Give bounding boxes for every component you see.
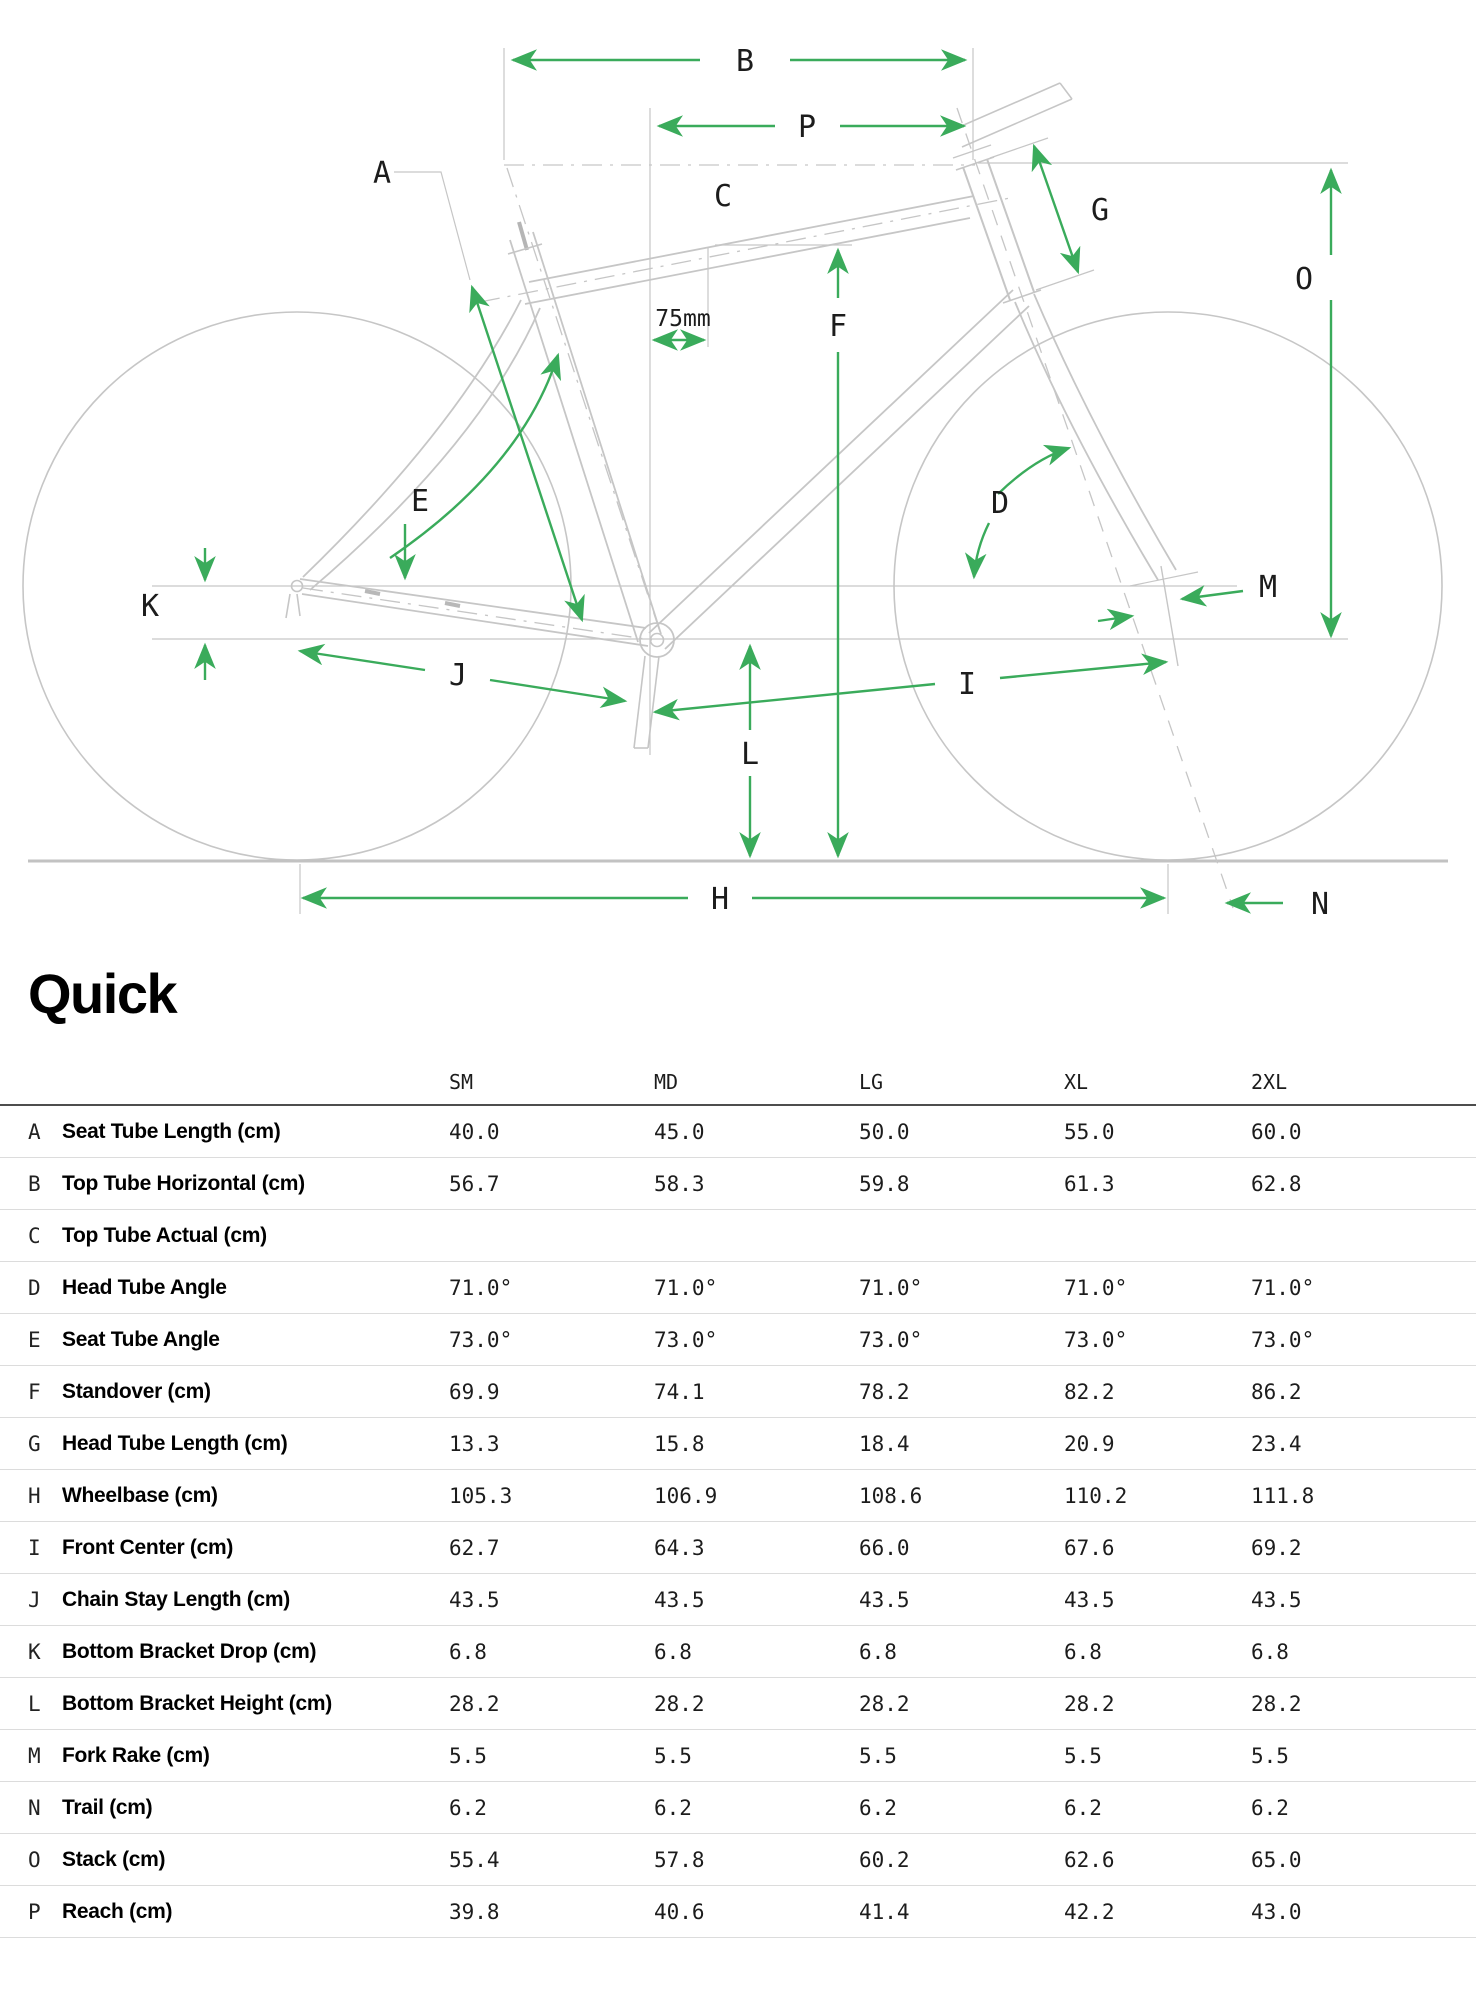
column-header-xl: XL <box>1064 1070 1089 1094</box>
row-value-md: 57.8 <box>654 1847 705 1872</box>
row-name: Seat Tube Length (cm) <box>62 1119 281 1143</box>
row-value-2xl: 86.2 <box>1251 1379 1302 1404</box>
row-value-md: 6.2 <box>654 1795 692 1820</box>
seat-post <box>519 222 527 250</box>
row-value-lg: 18.4 <box>859 1431 910 1456</box>
row-value-sm: 13.3 <box>449 1431 500 1456</box>
front-axle-line <box>1161 566 1178 666</box>
dim-label-P: P <box>797 110 817 145</box>
row-value-lg: 73.0° <box>859 1327 923 1352</box>
bottom-bracket <box>640 623 674 657</box>
dim-label-A: A <box>372 156 392 191</box>
row-name: Bottom Bracket Height (cm) <box>62 1691 332 1715</box>
table-row <box>0 1574 1476 1626</box>
table-row <box>0 1366 1476 1418</box>
row-name: Standover (cm) <box>62 1379 211 1403</box>
row-name: Chain Stay Length (cm) <box>62 1587 290 1611</box>
row-value-md: 106.9 <box>654 1483 718 1508</box>
row-value-xl: 6.2 <box>1064 1795 1102 1820</box>
row-value-lg: 6.8 <box>859 1639 897 1664</box>
row-value-2xl: 43.0 <box>1251 1899 1302 1924</box>
row-value-xl: 62.6 <box>1064 1847 1115 1872</box>
row-letter: A <box>28 1119 41 1144</box>
row-value-sm: 62.7 <box>449 1535 500 1560</box>
row-name: Head Tube Angle <box>62 1275 227 1299</box>
row-value-lg: 59.8 <box>859 1171 910 1196</box>
row-value-2xl: 73.0° <box>1251 1327 1315 1352</box>
row-value-xl: 5.5 <box>1064 1743 1102 1768</box>
bike-geometry-diagram <box>0 0 1476 945</box>
row-letter: B <box>28 1171 41 1196</box>
row-value-lg: 108.6 <box>859 1483 923 1508</box>
row-value-sm: 6.8 <box>449 1639 487 1664</box>
row-value-sm: 28.2 <box>449 1691 500 1716</box>
row-value-lg: 50.0 <box>859 1119 910 1144</box>
chainstay-axis <box>303 588 652 640</box>
row-value-xl: 6.8 <box>1064 1639 1102 1664</box>
row-letter: E <box>28 1327 41 1352</box>
row-value-lg: 41.4 <box>859 1899 910 1924</box>
row-value-sm: 55.4 <box>449 1847 500 1872</box>
geometry-table <box>0 1060 1476 1938</box>
row-value-xl: 28.2 <box>1064 1691 1115 1716</box>
table-row <box>0 1782 1476 1834</box>
row-value-md: 6.8 <box>654 1639 692 1664</box>
row-value-lg: 28.2 <box>859 1691 910 1716</box>
row-value-md: 58.3 <box>654 1171 705 1196</box>
row-value-lg: 78.2 <box>859 1379 910 1404</box>
dim-label-L: L <box>740 737 760 772</box>
table-row <box>0 1730 1476 1782</box>
row-value-2xl: 6.8 <box>1251 1639 1289 1664</box>
row-value-sm: 39.8 <box>449 1899 500 1924</box>
row-name: Wheelbase (cm) <box>62 1483 218 1507</box>
stem <box>962 99 1072 147</box>
row-name: Trail (cm) <box>62 1795 153 1819</box>
row-name: Top Tube Horizontal (cm) <box>62 1171 305 1195</box>
row-value-md: 71.0° <box>654 1275 718 1300</box>
row-name: Top Tube Actual (cm) <box>62 1223 267 1247</box>
row-value-xl: 20.9 <box>1064 1431 1115 1456</box>
row-value-md: 73.0° <box>654 1327 718 1352</box>
row-value-xl: 110.2 <box>1064 1483 1128 1508</box>
table-row <box>0 1262 1476 1314</box>
row-value-lg: 43.5 <box>859 1587 910 1612</box>
dim-label-G: G <box>1090 193 1110 228</box>
row-value-md: 43.5 <box>654 1587 705 1612</box>
row-letter: O <box>28 1847 41 1872</box>
table-row <box>0 1678 1476 1730</box>
toptube-axis <box>480 198 1010 302</box>
row-value-xl: 73.0° <box>1064 1327 1128 1352</box>
row-value-lg: 60.2 <box>859 1847 910 1872</box>
row-value-sm: 73.0° <box>449 1327 513 1352</box>
row-value-xl: 55.0 <box>1064 1119 1115 1144</box>
row-name: Fork Rake (cm) <box>62 1743 210 1767</box>
row-value-xl: 71.0° <box>1064 1275 1128 1300</box>
row-value-sm: 40.0 <box>449 1119 500 1144</box>
row-value-md: 15.8 <box>654 1431 705 1456</box>
dim-label-B: B <box>735 44 755 79</box>
dim-label-I: I <box>957 667 977 702</box>
row-letter: N <box>28 1795 41 1820</box>
table-row <box>0 1158 1476 1210</box>
table-row <box>0 1418 1476 1470</box>
row-value-sm: 71.0° <box>449 1275 513 1300</box>
row-letter: P <box>28 1899 41 1924</box>
table-row <box>0 1314 1476 1366</box>
row-value-md: 40.6 <box>654 1899 705 1924</box>
table-row <box>0 1470 1476 1522</box>
row-value-2xl: 28.2 <box>1251 1691 1302 1716</box>
dim-label-offset-75mm: 75mm <box>655 306 711 332</box>
table-row <box>0 1210 1476 1262</box>
row-letter: M <box>28 1743 41 1768</box>
row-name: Bottom Bracket Drop (cm) <box>62 1639 317 1663</box>
table-header-row <box>0 1060 1476 1106</box>
row-value-md: 5.5 <box>654 1743 692 1768</box>
row-value-2xl: 71.0° <box>1251 1275 1315 1300</box>
row-value-xl: 43.5 <box>1064 1587 1115 1612</box>
row-value-lg: 71.0° <box>859 1275 923 1300</box>
dimension-labels <box>141 44 1329 922</box>
dim-label-F: F <box>828 309 848 344</box>
row-letter: I <box>28 1535 41 1560</box>
row-value-2xl: 69.2 <box>1251 1535 1302 1560</box>
crank-arm <box>634 656 645 748</box>
row-value-2xl: 62.8 <box>1251 1171 1302 1196</box>
dim-label-H: H <box>710 882 730 917</box>
row-letter: D <box>28 1275 41 1300</box>
dim-label-N: N <box>1310 887 1330 922</box>
row-value-md: 74.1 <box>654 1379 705 1404</box>
fork <box>1015 302 1158 580</box>
table-row <box>0 1522 1476 1574</box>
row-value-2xl: 43.5 <box>1251 1587 1302 1612</box>
row-letter: F <box>28 1379 41 1404</box>
row-value-xl: 82.2 <box>1064 1379 1115 1404</box>
row-value-sm: 6.2 <box>449 1795 487 1820</box>
table-row <box>0 1106 1476 1158</box>
row-value-2xl: 65.0 <box>1251 1847 1302 1872</box>
row-value-2xl: 60.0 <box>1251 1119 1302 1144</box>
row-value-xl: 61.3 <box>1064 1171 1115 1196</box>
column-header-lg: LG <box>859 1070 884 1094</box>
dim-label-O: O <box>1294 262 1314 297</box>
row-value-2xl: 6.2 <box>1251 1795 1289 1820</box>
row-name: Seat Tube Angle <box>62 1327 220 1351</box>
row-letter: H <box>28 1483 41 1508</box>
row-value-sm: 5.5 <box>449 1743 487 1768</box>
row-value-2xl: 23.4 <box>1251 1431 1302 1456</box>
row-value-md: 45.0 <box>654 1119 705 1144</box>
dim-label-C: C <box>713 179 733 214</box>
row-value-lg: 6.2 <box>859 1795 897 1820</box>
row-value-xl: 42.2 <box>1064 1899 1115 1924</box>
row-value-xl: 67.6 <box>1064 1535 1115 1560</box>
row-name: Front Center (cm) <box>62 1535 234 1559</box>
seat-tube-axis <box>507 168 662 638</box>
a-leader-line <box>394 172 470 280</box>
dim-label-M: M <box>1258 570 1278 605</box>
row-value-md: 64.3 <box>654 1535 705 1560</box>
column-header-md: MD <box>654 1070 679 1094</box>
row-name: Head Tube Length (cm) <box>62 1431 288 1455</box>
geometry-svg <box>0 0 1476 945</box>
row-letter: G <box>28 1431 41 1456</box>
column-header-sm: SM <box>449 1070 474 1094</box>
row-value-2xl: 111.8 <box>1251 1483 1315 1508</box>
table-row <box>0 1886 1476 1938</box>
seat-stay <box>303 300 521 577</box>
row-value-md: 28.2 <box>654 1691 705 1716</box>
row-value-lg: 66.0 <box>859 1535 910 1560</box>
row-letter: K <box>28 1639 41 1664</box>
dim-label-J: J <box>448 658 468 693</box>
page-title: Quick <box>28 962 177 1025</box>
dim-label-K: K <box>140 589 160 624</box>
frame-artwork <box>23 48 1448 914</box>
row-value-sm: 56.7 <box>449 1171 500 1196</box>
row-name: Stack (cm) <box>62 1847 166 1871</box>
row-value-sm: 69.9 <box>449 1379 500 1404</box>
row-value-sm: 105.3 <box>449 1483 513 1508</box>
row-value-lg: 5.5 <box>859 1743 897 1768</box>
table-row <box>0 1626 1476 1678</box>
row-value-2xl: 5.5 <box>1251 1743 1289 1768</box>
row-letter: J <box>28 1587 41 1612</box>
row-letter: L <box>28 1691 41 1716</box>
row-name: Reach (cm) <box>62 1899 173 1923</box>
dim-label-E: E <box>410 484 430 519</box>
table-body <box>0 1106 1476 1938</box>
row-value-sm: 43.5 <box>449 1587 500 1612</box>
row-letter: C <box>28 1223 41 1248</box>
dim-label-D: D <box>990 486 1010 521</box>
column-header-2xl: 2XL <box>1251 1070 1288 1094</box>
table-row <box>0 1834 1476 1886</box>
